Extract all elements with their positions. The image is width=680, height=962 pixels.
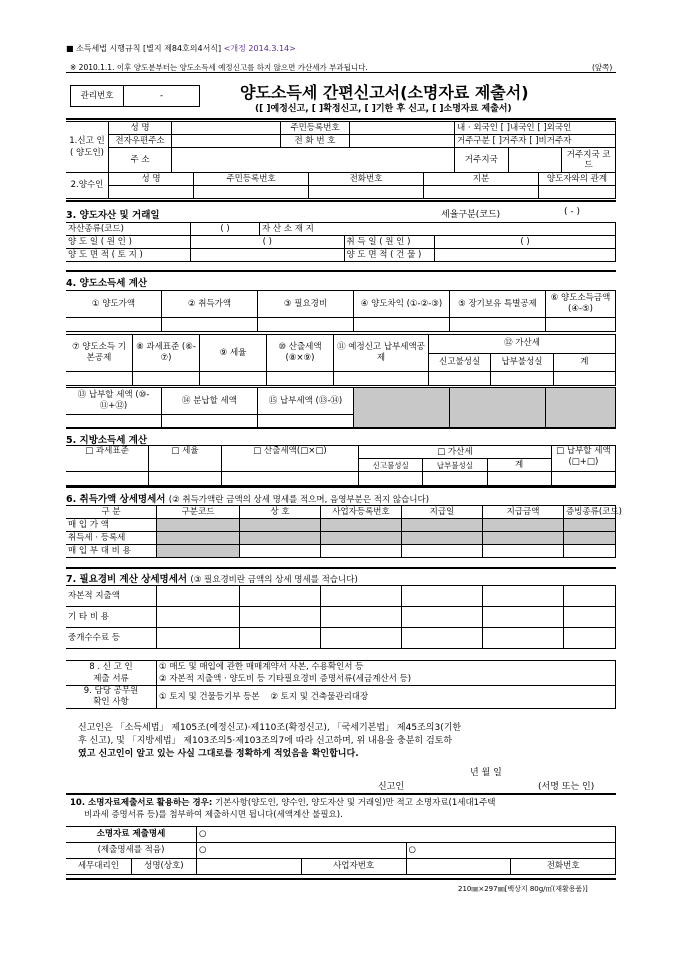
rrn-input[interactable] [350,122,455,135]
phone-input[interactable] [350,135,455,148]
local-tax-input[interactable] [66,472,149,486]
section-divider [66,793,616,795]
phone-label: 전 화 번 호 [281,135,350,148]
calc-input[interactable] [450,318,546,332]
expense-input[interactable] [321,586,402,607]
local-tax-input[interactable] [359,472,423,486]
name-input[interactable] [172,122,281,135]
address-input[interactable] [172,148,455,173]
buyer-name-input[interactable] [109,186,194,199]
local-tax-table [66,445,616,486]
section-5-title: 5. 지방소득세 계산 [66,435,148,446]
shaded-cell [240,519,321,532]
acq-input[interactable] [402,545,483,558]
calc-input[interactable] [66,318,162,332]
expense-input[interactable] [157,628,240,649]
calc-label: ⑪ 예정신고 납부세액공제 [334,335,429,372]
calc-label: ① 양도가액 [66,291,162,318]
acquire-date-label: 취 득 일 ( 원 인 ) [344,236,435,249]
expense-input[interactable] [564,628,616,649]
calc-sub-label: 계 [553,353,615,372]
calc-label: ⑥ 양도소득금액 (④-⑤) [546,291,616,318]
calc-sub-label: 신고불성실 [429,353,491,372]
section-6-title: 6. 취득가액 상세명세서 (② 취득가액란 금액의 상세 명세를 적으며, 음영부분은 적지 않습니다) [66,494,430,505]
expense-row-label: 자본적 지출액 [66,586,157,607]
calc-input[interactable] [258,318,354,332]
tax-rate-value[interactable]: ( - ) [564,207,580,217]
section-4-title: 4. 양도소득세 계산 [66,278,148,289]
acq-input[interactable] [564,545,616,558]
calc-label: ⑧ 과세표준 (⑥-⑦) [133,335,200,372]
buyer-relation-input[interactable] [539,186,616,199]
expense-input[interactable] [483,586,564,607]
evidence-item[interactable]: ○ [197,827,616,843]
evidence-label: 소명자료 제출명세 [66,827,197,843]
agent-label: 세무대리인 [66,859,131,875]
expense-input[interactable] [483,628,564,649]
asset-location-input[interactable] [344,223,616,236]
evidence-table [66,826,616,875]
declaration [78,722,618,761]
acq-input[interactable] [483,545,564,558]
evidence-item[interactable]: ○ [197,843,407,859]
signer-label: 신고인 [378,782,405,792]
form-title: 양도소득세 간편신고서(소명자료 제출서) [240,83,529,102]
calc-label: ③ 필요경비 [258,291,354,318]
calc-label: ⑮ 납부세액 (⑬-⑭) [258,388,354,415]
transfer-date-input[interactable]: ( ) [191,236,345,249]
email-label: 전자우편주소 [109,135,172,148]
shaded-cell [321,532,402,545]
rrn-label: 주민등록번호 [281,122,350,135]
paper-spec: 210㎜×297㎜[백상지 80g/㎡(재활용품)] [458,885,588,893]
buyer-col: 전화번호 [309,173,424,186]
calc-input[interactable] [491,372,553,386]
expense-row-label: 중개수수료 등 [66,628,157,649]
buyer-col: 주민등록번호 [194,173,309,186]
tax-calc-table-2 [66,334,616,386]
expense-input[interactable] [402,607,483,628]
local-tax-input[interactable] [551,472,615,486]
shaded-cell [321,519,402,532]
documents-table [66,660,616,709]
buyer-col: 양도자와의 관계 [539,173,616,186]
local-tax-input[interactable] [423,472,487,486]
mgmt-value[interactable]: - [124,86,200,107]
section-divider [66,486,616,488]
doc-item: ① 매도 및 매입에 관한 매매계약서 사본, 수용확인서 등 [157,661,616,674]
shaded-cell [402,532,483,545]
email-input[interactable] [172,135,281,148]
local-tax-label: □ 과세표준 [66,446,149,472]
shaded-cell [354,388,450,429]
buyer-share-input[interactable] [424,186,539,199]
declaration-line: 였고 신고인이 알고 있는 사실 그대로를 정확하게 적었음을 확인합니다. [78,749,359,759]
local-tax-input[interactable] [149,472,222,486]
form-subtitle: ([ ]예정신고, [ ]확정신고, [ ]기한 후 신고, [ ]소명자료 제출서) [255,104,512,114]
form-rule: ■ 소득세법 시행규칙 [별지 제84호의4서식] <개정 2014.3.14> [66,44,296,53]
seller-table [66,121,616,173]
buyer-col: 지분 [424,173,539,186]
local-tax-input[interactable] [222,472,359,486]
country-label: 거주지국 [455,148,509,173]
building-area-input[interactable] [435,249,616,262]
transfer-date-label: 양 도 일 ( 원 인 ) [66,236,191,249]
expense-input[interactable] [321,607,402,628]
calc-label: ⑬ 납부할 세액 (⑩-⑪+⑫) [66,388,162,415]
calc-label: ⑭ 분납할 세액 [162,388,258,415]
shaded-cell [450,388,546,429]
local-tax-label: □ 가산세 [359,446,552,459]
expense-input[interactable] [157,607,240,628]
declaration-line: 후 신고), 및 「지방세법」 제103조의5·제103조의7에 따라 신고하며, 위 내용을 충분히 검토하 [78,736,453,746]
evidence-item[interactable]: ○ [406,843,616,859]
shaded-cell [564,532,616,545]
name-label: 성 명 [109,122,172,135]
acq-col: 상 호 [240,506,321,519]
bottom-rule [66,878,616,880]
buyer-phone-input[interactable] [309,186,424,199]
calc-input[interactable] [354,318,450,332]
buyer-table [66,172,616,199]
acq-row-label: 취득세 · 등록세 [66,532,157,545]
shaded-cell [402,519,483,532]
acq-col: 지급금액 [483,506,564,519]
local-tax-label: □ 세율 [149,446,222,472]
calc-input[interactable] [66,372,133,386]
section-divider [66,200,616,202]
calc-input[interactable] [553,372,615,386]
acq-col: 증빙종류(코드) [564,506,616,519]
acq-col: 지급일 [402,506,483,519]
acq-col: 구 분 [66,506,157,519]
expense-input[interactable] [240,607,321,628]
agent-name-label: 성명(상호) [131,859,196,875]
country-code-label: 거주지국 코드 [562,148,616,173]
shaded-cell [240,532,321,545]
acq-row-label: 매 입 가 액 [66,519,157,532]
section-10-text: 10. 소명자료제출서로 활용하는 경우: 기본사항(양도인, 양수인, 양도자산 및 거래일)만 적고 소명자료(1세대1주택 비과세 증명서류 등)를 첨부하여 제출하시면 됩니다(세액계산 불필요). [70,798,496,820]
land-area-label: 양 도 면 적 ( 토 지 ) [66,249,191,262]
buyer-label: 2.양수인 [66,173,109,199]
calc-input[interactable] [546,318,616,332]
acq-row-label: 매 입 부 대 비 용 [66,545,157,558]
section-3-title: 3. 양도자산 및 거래일 [66,210,160,221]
tax-calc-table-3 [66,387,616,429]
acq-input[interactable] [240,545,321,558]
acquire-date-input[interactable]: ( ) [435,236,616,249]
shaded-cell [157,545,240,558]
local-tax-label: □ 납부할 세액 (□+□) [551,446,615,472]
shaded-cell [157,532,240,545]
local-tax-sub: 신고불성실 [359,459,423,472]
asset-table [66,222,616,262]
expense-input[interactable] [483,607,564,628]
tax-rate-label: 세율구분(코드) [441,210,501,220]
calc-input[interactable] [162,318,258,332]
declaration-line: 신고인은 「소득세법」 제105조(예정신고)·제110조(확정신고), 「국세기본법」 제45조의3(기한 [78,723,462,733]
agent-phone-cell [511,859,616,875]
expense-input[interactable] [240,586,321,607]
residency-field[interactable]: 거주구분 [ ]거주자 [ ]비거주자 [455,135,616,148]
shaded-cell [157,519,240,532]
section-divider [66,427,616,429]
section-divider [66,567,616,569]
acq-col: 사업자등록번호 [321,506,402,519]
expense-input[interactable] [564,607,616,628]
calc-label: ⑫ 가산세 [429,335,616,354]
shaded-cell [483,519,564,532]
expense-table [66,585,616,649]
shaded-cell [483,532,564,545]
section-7-title: 7. 필요경비 계산 상세명세서 (③ 필요경비란 금액의 상세 명세를 적습니다) [66,574,358,585]
calc-sub-label: 납부불성실 [491,353,553,372]
agent-phone-label: 전화번호 [546,861,580,871]
local-tax-label: □ 산출세액(□×□) [222,446,359,472]
agent-name-input[interactable] [197,859,302,875]
calc-input[interactable] [133,372,200,386]
expense-input[interactable] [157,586,240,607]
expense-row-label: 기 타 비 용 [66,607,157,628]
evidence-label: (제출명세를 적음) [66,843,197,859]
biz-number-input[interactable] [406,859,511,875]
notice: ※ 2010.1.1. 이후 양도분부터는 양도소득세 예정신고를 하지 않으면 가산세가 부과됩니다. [70,63,368,72]
building-area-label: 양 도 면 적 ( 건 물 ) [344,249,435,262]
expense-input[interactable] [402,628,483,649]
asset-type-label: 자산종류(코드) [66,223,191,236]
tax-calc-table [66,290,616,332]
calc-input[interactable] [429,372,491,386]
shaded-cell [564,519,616,532]
officer-items: ① 토지 및 건물등기부 등본 ② 토지 및 건축물관리대장 [157,686,616,709]
asset-location-label: 자 산 소 재 지 [260,223,345,236]
calc-label: ② 취득가액 [162,291,258,318]
expense-input[interactable] [564,586,616,607]
biz-number-label: 사업자번호 [301,859,406,875]
calc-input[interactable] [267,372,334,386]
calc-label: ⑤ 장기보유 특별공제 [450,291,546,318]
local-tax-input[interactable] [487,472,551,486]
calc-label: ⑨ 세율 [200,335,267,372]
doc-item: ② 자본적 지출액 · 양도비 등 기타필요경비 증명서류(세금계산서 등) [157,673,616,686]
mgmt-box [70,85,200,107]
acquisition-table [66,505,622,558]
declaration-date[interactable]: 년 월 일 [470,768,502,778]
calc-label: ⑩ 산출세액 (⑧×⑨) [267,335,334,372]
divider [66,72,616,73]
land-area-input[interactable] [191,249,345,262]
expense-input[interactable] [402,586,483,607]
calc-input[interactable] [200,372,267,386]
calc-label: ⑦ 양도소득 기본공제 [66,335,133,372]
buyer-rrn-input[interactable] [194,186,309,199]
calc-input[interactable] [334,372,429,386]
calc-label: ④ 양도차익 (①-②-③) [354,291,450,318]
expense-input[interactable] [240,628,321,649]
officer-label: 9. 담당 공무원 확인 사항 [66,686,157,709]
buyer-col: 성 명 [109,173,194,186]
acq-input[interactable] [321,545,402,558]
local-tax-sub: 납부불성실 [423,459,487,472]
docs-label: 8 . 신 고 인 제출 서류 [66,661,157,686]
amend-date: <개정 2014.3.14> [223,44,296,53]
mgmt-label: 관리번호 [71,86,124,107]
local-tax-sub: 계 [487,459,551,472]
shaded-cell [546,388,616,429]
page-side: (앞쪽) [592,63,613,72]
acq-col: 구분코드 [157,506,240,519]
address-label: 주 소 [109,148,172,173]
seller-label: 1.신고 인 ( 양도인) [66,122,109,173]
country-input[interactable] [508,148,562,173]
section-divider [66,118,616,120]
expense-input[interactable] [321,628,402,649]
signature-field[interactable]: (서명 또는 인) [538,782,595,792]
nationality-field[interactable]: 내 · 외국인 [ ]내국인 [ ]외국인 [455,122,616,135]
asset-type-input[interactable]: ( ) [191,223,260,236]
section-divider [66,270,616,272]
